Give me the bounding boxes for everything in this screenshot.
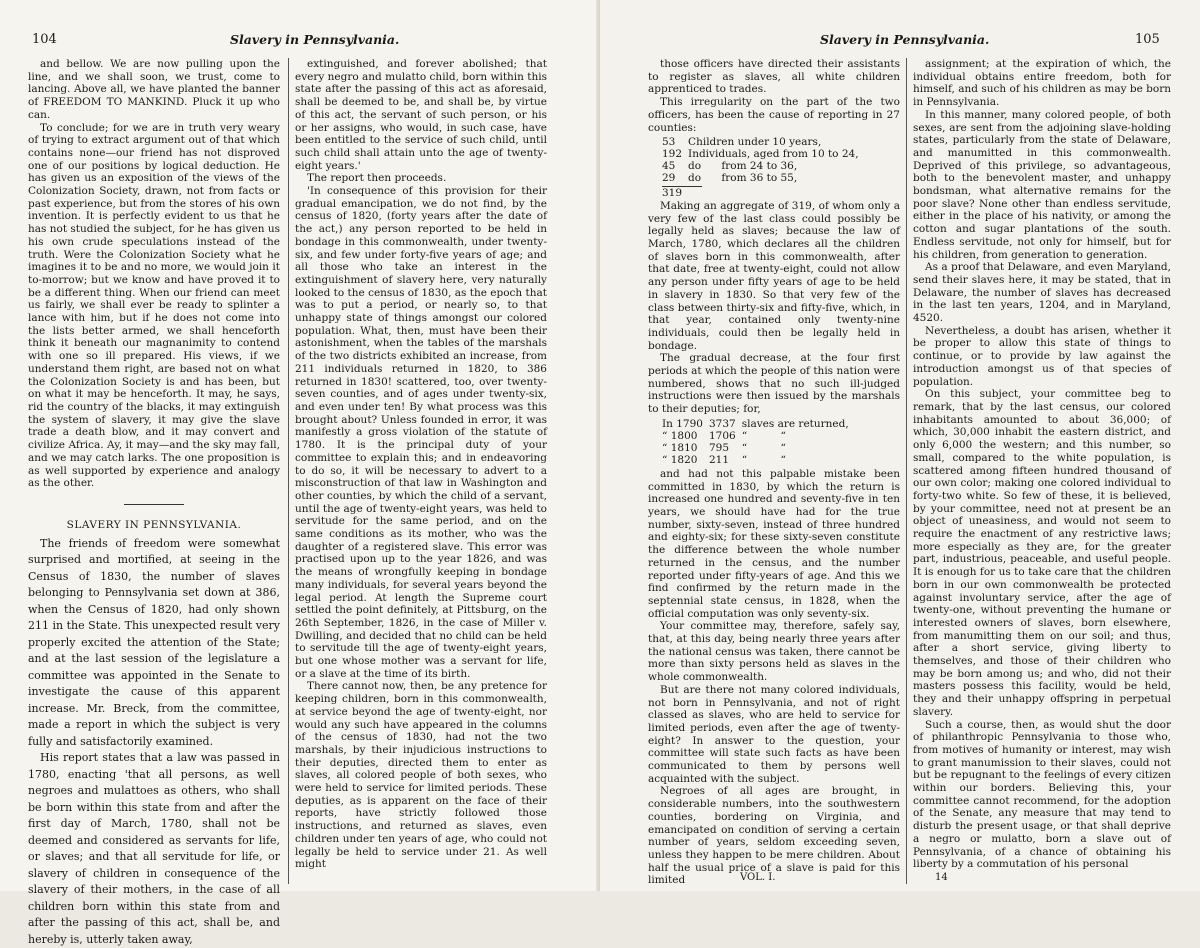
paragraph: But are there not many colored individuals, not born in Pennsylvania, and not of right classed as slaves, who are held to service for limited periods, even after the age of twenty-eight? In answer to the question, your committee will state such facts as have been communicated to them by persons well acquainted with the subject. (648, 683, 900, 785)
paragraph: and had not this palpable mistake been committed in 1830, by which the return is increased one hundred and seventy-five in ten years, we should have had for the true number, sixty-seven, instead of three hundred and eighty-six; for these sixty-seven constitute the difference between the whole number returned in the census, and the number reported under fifty-years of age. And this we find confirmed by the return made in the septennial state census, in 1828, when the official computation was only seventy-six. (648, 467, 900, 620)
page-number-left: 104 (32, 32, 57, 47)
table-row (662, 418, 855, 430)
paragraph: His report states that a law was passed in 1780, enacting 'that all persons, as well negroes and mulattoes as others, who shall be born within this state from and after the first day of March, 1780, shall not be deemed and considered as servants for life, or slaves; and that all servitude for life, or slavery of children in consequence of the slavery of their mothers, in the case of all children born within this state from and after the passing of this act, shall be, and hereby is, utterly taken away, (28, 751, 280, 946)
paragraph: Making an aggregate of 319, of whom only a very few of the last class could possibly be legally held as slaves; because the law of March, 1780, which declares all the children of slaves born in this commonwealth, after that date, free at twenty-eight, could not allow any person under fifty years of age to be held in slavery in 1830. So that very few of the class between thirty-six and fifty-five, which, in that year, contained only twenty-nine individuals, could then be legally held in bondage. (648, 199, 900, 352)
table-row (662, 430, 855, 442)
counties-table (662, 136, 865, 184)
table-cell: “ 1820 (662, 453, 698, 466)
table-cell: slaves are returned, (741, 417, 849, 430)
table-cell: 53 (662, 136, 676, 149)
footer-signature: 14 (935, 872, 948, 883)
paragraph: and bellow. We are now pulling upon the line, and we shall soon, we trust, come to lancing. Above all, we have planted the banner of FREEDOM TO MANKIND. Pluck it up who can. (28, 58, 280, 121)
paragraph: As a proof that Delaware, and even Maryland, send their slaves here, it may be stated, that in Delaware, the number of slaves has decreased in the last ten years, 1204, and in Maryland, 4520. (913, 261, 1171, 325)
paragraph: those officers have directed their assistants to register as slaves, all white children apprenticed to trades. (648, 58, 900, 96)
section-title: SLAVERY IN PENNSYLVANIA. (66, 518, 242, 531)
paragraph: This irregularity on the part of the two officers, has been the cause of reporting in 27 counties: (648, 96, 900, 134)
table-cell: from 24 to 36, (721, 160, 798, 173)
table-cell: “ “ (741, 453, 786, 466)
table-cell: Individuals, aged from 10 to 24, (688, 148, 859, 161)
left-column-2 (288, 58, 547, 884)
paragraph: Such a course, then, as would shut the door of philanthropic Pennsylvania to those who, from motives of humanity or interest, may wish to grant manumission to their slaves, could not but be repugnant to the feelings of every citizen within our borders. Believing this, your committee cannot recommend, for the adoption of the Senate, any measure that may tend to disturb the present usage, or that shall deprive a negro or mulatto, born a slave out of Pennsylvania, of a chance of obtaining his liberty by a commutation of his personal (913, 718, 1171, 871)
counties-total: 319 (662, 187, 683, 200)
section-divider (124, 504, 184, 505)
table-row (662, 148, 865, 160)
running-head-left: Slavery in Pennsylvania. (230, 32, 400, 47)
paragraph: assignment; at the expiration of which, the individual obtains entire freedom, both for himself, and such of his children as may be born in Pennsylvania. (913, 58, 1171, 109)
page-number-right: 105 (1135, 32, 1160, 47)
table-cell: “ 1810 (662, 441, 698, 454)
paragraph: Nevertheless, a doubt has arisen, whether it be proper to allow this state of things to continue, or to provide by law against the introduction amongst us of that species of population. (913, 324, 1171, 388)
running-head-right: Slavery in Pennsylvania. (820, 32, 990, 47)
table-cell: do (688, 172, 702, 185)
paragraph: The friends of freedom were somewhat surprised and mortified, at seeing in the Census of 1830, the number of slaves belonging to Pennsylvania set down at 386, when the Census of 1820, had only shown 211 in the State. This unexpected result very properly excited the attention of the State; and at the last session of the legislature a committee was appointed in the Senate to investigate the cause of this apparent increase. Mr. Breck, from the committee, made a report in which the subject is very fully and satisfactorily examined. (28, 536, 280, 748)
table-cell: 192 (662, 148, 683, 161)
table-cell: 29 (662, 172, 676, 185)
left-page (0, 0, 600, 946)
paragraph: There cannot now, then, be any pretence for keeping children, born in this commonwealth, at service beyond the age of twenty-eight, nor would any such have appeared in the columns of the census of 1830, had not the two marshals, by their injudicious instructions to their deputies, directed them to enter as slaves, all colored people of both sexes, who were held to service for limited periods. These deputies, as is apparent on the face of their reports, have strictly followed those instructions, and returned as slaves, even children under ten years of age, who could not legally be held to service under 21. As well might (295, 680, 547, 871)
right-column-1 (648, 58, 900, 887)
table-cell: “ “ (741, 429, 786, 442)
table-cell: 3737 (708, 417, 736, 430)
table-cell: 1706 (708, 429, 736, 442)
table-row (662, 172, 865, 184)
table-cell: from 36 to 55, (721, 172, 798, 185)
table-cell: do (688, 160, 702, 173)
table-cell: “ 1800 (662, 429, 698, 442)
paragraph: On this subject, your committee beg to remark, that by the last census, our colored inhabitants amounted to about 36,000; of which, 30,000 inhabit the eastern district, and only 6,000 the western; and this number, so small, compared to the white population, is scattered among fifteen hundred thousand of our own color; making one colored individual to forty-two white. So few of these, it is believed, by your committee, need not at present be an object of uneasiness, and would not seem to require the enactment of any restrictive laws; more especially as they are, for the greater part, industrious, peaceable, and useful people. It is enough for us to take care that the children born in our own commonwealth be protected against involuntary service, after the age of twenty-one, without preventing the humane or interested owners of slaves, born elsewhere, from manumitting them on our soil; and thus, after a short service, giving liberty to themselves, and those of their children who may be born among us; and who, did not their masters possess this facility, would be held, they and their unhappy offspring in perpetual slavery. (913, 388, 1171, 718)
paragraph: extinguished, and forever abolished; that every negro and mulatto child, born within this state after the passing of this act as aforesaid, shall be deemed to be, and shall be, by virtue of this act, the servant of such person, or his or her assigns, who would, in such case, have been entitled to the service of such child, until such child shall attain unto the age of twenty-eight years.' (295, 58, 547, 172)
table-cell: In 1790 (662, 417, 703, 430)
right-column-2 (906, 58, 1171, 884)
paragraph: In this manner, many colored people, of both sexes, are sent from the adjoining slave-holding states, particularly from the state of Delaware, and manumitted in this commonwealth. Deprived of this privilege, so advantageous, both to the benevolent master, and unhappy bondsman, what alternative remains for the poor slave? None other than endless servitude, either in the place of his nativity, or among the cotton and sugar plantations of the south. Endless servitude, not only for himself, but for his children, from generation to generation. (913, 108, 1171, 261)
slaves-table (662, 418, 855, 466)
table-cell: 45 (662, 160, 676, 173)
paragraph: Your committee may, therefore, safely say, that, at this day, being nearly three years after the national census was taken, there cannot be more than sixty persons held as slaves in the whole commonwealth. (648, 620, 900, 684)
paragraph: The gradual decrease, at the four first periods at which the people of this nation were numbered, shows that no such ill-judged instructions were then issued by the marshals to their deputies; for, (648, 352, 900, 416)
table-row (662, 454, 855, 466)
paragraph: The report then proceeds. (307, 172, 447, 185)
table-cell: 795 (708, 441, 730, 454)
table-row (662, 442, 855, 454)
paragraph: To conclude; for we are in truth very weary of trying to extract argument out of that which contains none—our friend has not disproved one of our positions by logical deduction. He has given us an exposition of the views of the Colonization Society, drawn, not from facts or past experience, but from the stores of his own invention. It is perfectly evident to us that he has not studied the subject, for he has given us his own crude speculations instead of the truth. Were the Colonization Society what he imagines it to be and no more, we would join it to-morrow; but we know and have proved it to be a different thing. When our friend can meet us fairly, we shall ever be ready to splinter a lance with him, but if he does not come into the lists better armed, we shall henceforth think it beneath our magnanimity to contend with one so ill prepared. His views, if we understand them right, are based not on what the Colonization Society is and has been, but on what it may be henceforth. It may, he says, rid the country of the blacks, it may extinguish the system of slavery, it may give the slave trade a death blow, and it may convert and civilize Africa. Ay, it may—and the sky may fall, and we may catch larks. The one proposition is as well supported by experience and analogy as the other. (28, 121, 280, 490)
paragraph: Negroes of all ages are brought, in considerable numbers, into the southwestern counties, bordering on Virginia, and emancipated on condition of serving a certain number of years, seldom exceeding seven, unless they happen to be mere children. About half the usual price of a slave is paid for this limited (648, 785, 900, 887)
table-cell: 211 (708, 453, 730, 466)
left-column-1 (28, 58, 280, 946)
footer-volume: VOL. I. (740, 872, 776, 883)
table-row (662, 160, 865, 172)
table-cell: Children under 10 years, (688, 136, 822, 149)
paragraph: 'In consequence of this provision for their gradual emancipation, we do not find, by the census of 1820, (forty years after the date of the act,) any person reported to be held in bondage in this commonwealth, under twenty-six, and few under forty-five years of age; and all those who take an interest in the extinguishment of slavery here, very naturally looked to the census of 1830, as the epoch that was to put a period, or nearly so, to that unhappy state of things amongst our colored population. What, then, must have been their astonishment, when the tables of the marshals of the two districts exhibited an increase, from 211 individuals returned in 1820, to 386 returned in 1830! scattered, too, over twenty-seven counties, and of ages under twenty-six, and even under ten! By what process was this brought about? Unless founded in error, it was manifestly a gross violation of the statute of 1780. It is the principal duty of your committee to explain this; and in endeavoring to do so, it will be necessary to advert to a misconstruction of that law in Washington and other counties, by which the child of a servant, until the age of twenty-eight years, was held to servitude for the same period, and on the same conditions as its mother, who was the daughter of a registered slave. This error was practised upon up to the year 1826, and was the means of wrongfully keeping in bondage many individuals, for several years beyond the legal period. At length the Supreme court settled the point definitely, at Pittsburg, on the 26th September, 1826, in the case of Miller v. Dwilling, and decided that no child can be held to servitude till the age of twenty-eight years, but one whose mother was a servant for life, or a slave at the time of its birth. (295, 185, 547, 680)
right-page (600, 0, 1200, 891)
table-cell: “ “ (741, 441, 786, 454)
table-row (662, 136, 865, 148)
